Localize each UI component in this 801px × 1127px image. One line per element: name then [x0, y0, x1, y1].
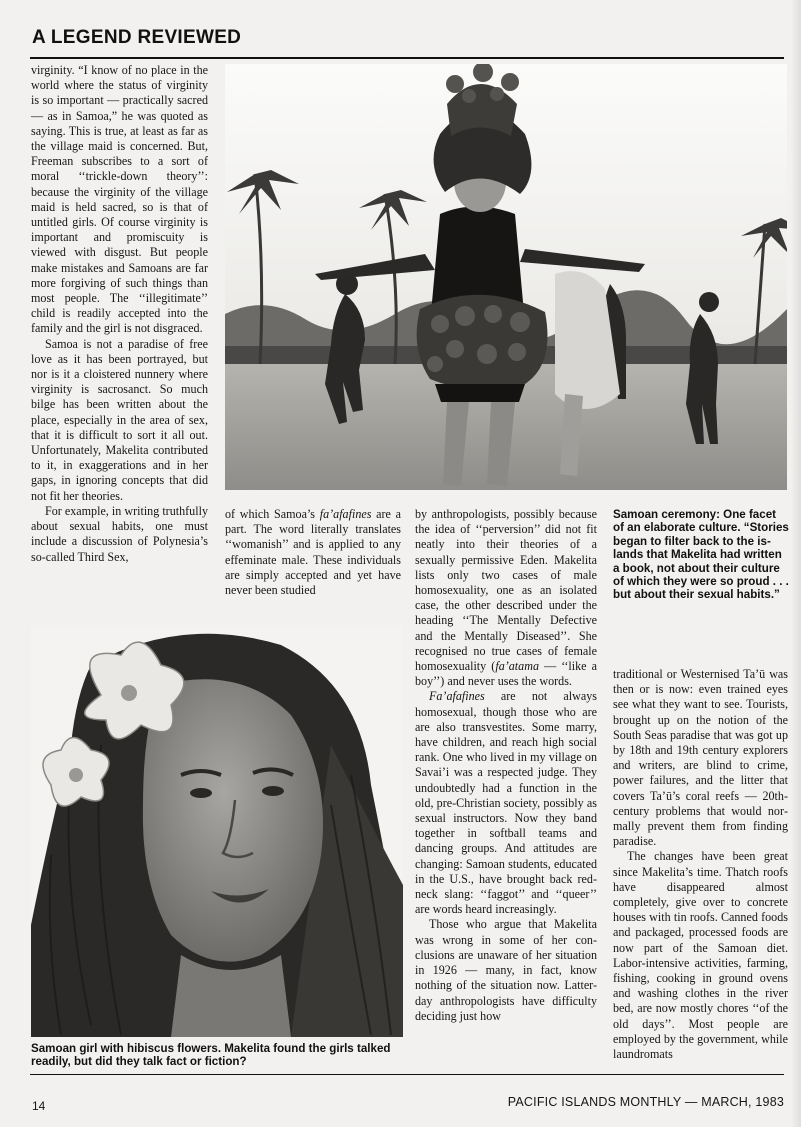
article-column-3: [415, 507, 597, 1024]
samoan-term: fa’afafines: [319, 507, 372, 521]
article-column-4: [613, 667, 788, 1062]
paragraph: virginity. “I know of no place in the world where the status of virginity is so important — practically sacred — as in Samoa,” he was quoted as saying. This is true, at least as far as the village maid is concerned. But, Freeman subscribes to a sort of moral ‘‘trickle-down theory’’: because the virginity of the village maid is held sacred, so is that of untitled girls. Of course virginity is important and promiscuity is viewed with disgust. But people make mistakes and Samoans are far more forgiving of such things than most people. The ‘‘illegitimate’’ child is readily accepted into the family and the girl is not disgraced.: [31, 63, 208, 336]
footer-rule: [30, 1074, 784, 1075]
samoan-girl-portrait-photo: [31, 625, 403, 1037]
ceremony-dance-photo: [225, 64, 787, 490]
paragraph-text: are not always homosexual, though those who are are also transvestites. Some marry, have children, and reach high social rank. One who lived in my village on Savai’i was a respected judge. They undoubtedly had a function in the old, pre-Christian society, possibly as sexual instructors. Now they band together in softball teams and dancing groups. And attitudes are changing: Samoan students, educated in the U.S., have brought back red-neck slang: ‘‘faggot’’ and ‘‘queer’’ are words heard increasingly.: [415, 689, 597, 917]
paragraph: For example, in writing truthfully about sexual habits, one must include a discussion of Polynesia’s so-called Third Sex,: [31, 503, 208, 564]
article-column-2: [225, 507, 401, 598]
article-column-1: [31, 63, 208, 565]
paragraph: Those who argue that Makelita was wrong in some of her conclusions are unaware of her situation in 1926 — many, in fact, know nothing of the situation now. Latter-day anthropologists have difficulty deciding just how: [415, 917, 597, 1023]
paragraph: [415, 507, 597, 689]
paragraph-text: — ‘‘like a boy’’) and never uses the words.: [415, 659, 597, 689]
paragraph-text: by anthropologists, possibly because the idea of ‘‘perversion’’ did not fit neatly into their theories of a sexually permissive Eden. Makelita lists only two cases of male homosexuality, one as an isolated case, the other described under the heading ‘‘The Mentally Defective and the Mentally Diseased’’. She recognised no true cases of female homosexuality (: [415, 507, 597, 674]
paragraph: Samoa is not a paradise of free love as it has been portrayed, but nor is it a cloistered nunnery where virginity is sacrosanct. So much bilge has been written about the place, especially in the area of sex, that it is difficult to sort it all out. Unfortunately, Makelita contributed to it, in exaggerations and in her gaps, in ignoring concepts that did not fit her theories.: [31, 336, 208, 503]
header-rule: [30, 57, 784, 59]
page-number: 14: [32, 1099, 46, 1113]
section-title: A LEGEND REVIEWED: [32, 27, 242, 48]
girl-photo-caption: Samoan girl with hibiscus flowers. Makelita found the girls talked readily, but did they talk fact or fiction?: [31, 1042, 391, 1069]
paragraph-text: of which Samoa’s: [225, 507, 320, 521]
running-footer: PACIFIC ISLANDS MONTHLY — MARCH, 1983: [507, 1095, 784, 1109]
paragraph-text: are a part. The word literally translates ‘‘womanish’’ and is applied to any effeminate male. These individuals are simply accepted and yet have never been studied: [225, 507, 401, 598]
paragraph: [225, 507, 401, 598]
paragraph: traditional or Westernised Ta’ū was then or is now: even trained eyes see what they want to see. Tourists, brought up on the notion of the South Seas paradise that was got up by 18th and 19th century explorers and writers, are blind to crime, power failures, and the litter that covers Ta’ū’s coral reefs — 20th-century problems that would normally prevent them from finding paradise.: [613, 667, 788, 849]
paragraph: [415, 689, 597, 917]
samoan-term: Fa’afafines: [429, 689, 485, 704]
paragraph: The changes have been great since Makelita’s time. Thatch roofs have disappeared almost completely, give over to concrete houses with tin roofs. Canned foods and packaged, processed foods are now part of the Samoan diet. Labor-intensive activities, farming, fishing, cooking in ground ovens and washing clothes in the river bed, are now mostly chores ‘‘of the old days’’. Most people are employed by the government, while laundromats: [613, 849, 788, 1062]
ceremony-photo-caption: Samoan ceremony: One facet of an elaborate culture. “Stories began to filter back to the islands that Makelita had written a book, not about their culture of which they were so proud . . . but about their sexual habits.”: [613, 508, 789, 602]
page-edge-shadow: [791, 0, 801, 1127]
samoan-term: fa’atama: [495, 659, 539, 674]
